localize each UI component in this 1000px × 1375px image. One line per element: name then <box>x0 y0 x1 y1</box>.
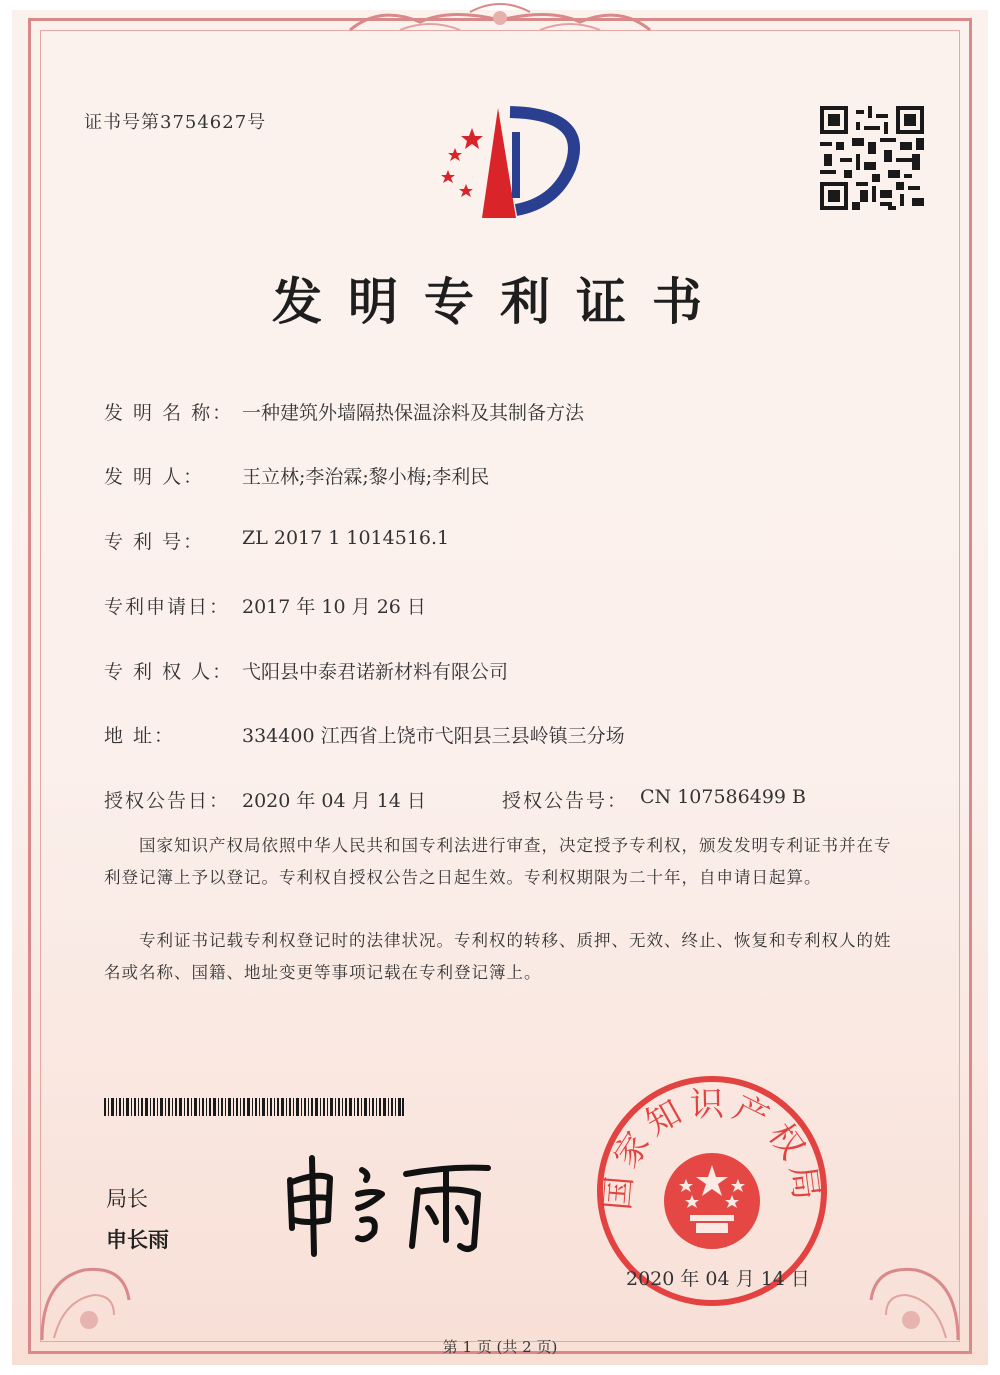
invention-name-label: 发 明 名 称： <box>104 402 234 424</box>
grant-date-value: 2020 年 04 月 14 日 <box>242 790 426 812</box>
signatory-name: 申长雨 <box>106 1228 169 1252</box>
corner-ornament-right <box>856 1240 966 1350</box>
application-date-value: 2017 年 10 月 26 日 <box>242 596 426 618</box>
address-label: 地 址： <box>104 725 176 747</box>
statement-paragraph-1: 国家知识产权局依照中华人民共和国专利法进行审查，决定授予专利权，颁发发明专利证书并在专利登记簿上予以登记。专利权自授权公告之日起生效。专利权期限为二十年，自申请日起算。 <box>104 836 892 887</box>
inventor-label: 发 明 人： <box>104 466 205 488</box>
page-number: 第 1 页 (共 2 页) <box>442 1338 558 1356</box>
patent-number-value: ZL 2017 1 1014516.1 <box>242 527 450 549</box>
barcode <box>104 1098 404 1116</box>
patent-number-label: 专 利 号： <box>104 531 205 553</box>
address-value: 334400 江西省上饶市弋阳县三县岭镇三分场 <box>242 725 625 747</box>
seal-date: 2020 年 04 月 14 日 <box>626 1268 810 1290</box>
application-date-label: 专利申请日： <box>104 596 231 618</box>
announcement-number-value: CN 107586499 B <box>640 786 806 808</box>
statement-paragraph-2: 专利证书记载专利权登记时的法律状况。专利权的转移、质押、无效、终止、恢复和专利权人的姓名或名称、国籍、地址变更等事项记载在专利登记簿上。 <box>104 931 892 982</box>
announcement-number-label: 授权公告号： <box>502 790 629 812</box>
certificate-number: 证书号第3754627号 <box>84 112 267 133</box>
signatory-role: 局长 <box>106 1187 148 1211</box>
inventor-value: 王立林;李治霖;黎小梅;李利民 <box>242 466 490 488</box>
grant-date-label: 授权公告日： <box>104 790 231 812</box>
corner-ornament-left <box>34 1240 144 1350</box>
patentee-value: 弋阳县中泰君诺新材料有限公司 <box>242 661 509 683</box>
patent-office-logo <box>420 98 590 228</box>
signature <box>278 1150 508 1260</box>
certificate-title: 发明专利证书 <box>272 272 728 331</box>
patentee-label: 专 利 权 人： <box>104 661 234 683</box>
svg-text:国家知识产权局: 国家知识产权局 <box>597 1084 827 1212</box>
qr-code <box>820 106 924 210</box>
invention-name-value: 一种建筑外墙隔热保温涂料及其制备方法 <box>242 402 585 424</box>
top-ornament <box>340 0 660 40</box>
